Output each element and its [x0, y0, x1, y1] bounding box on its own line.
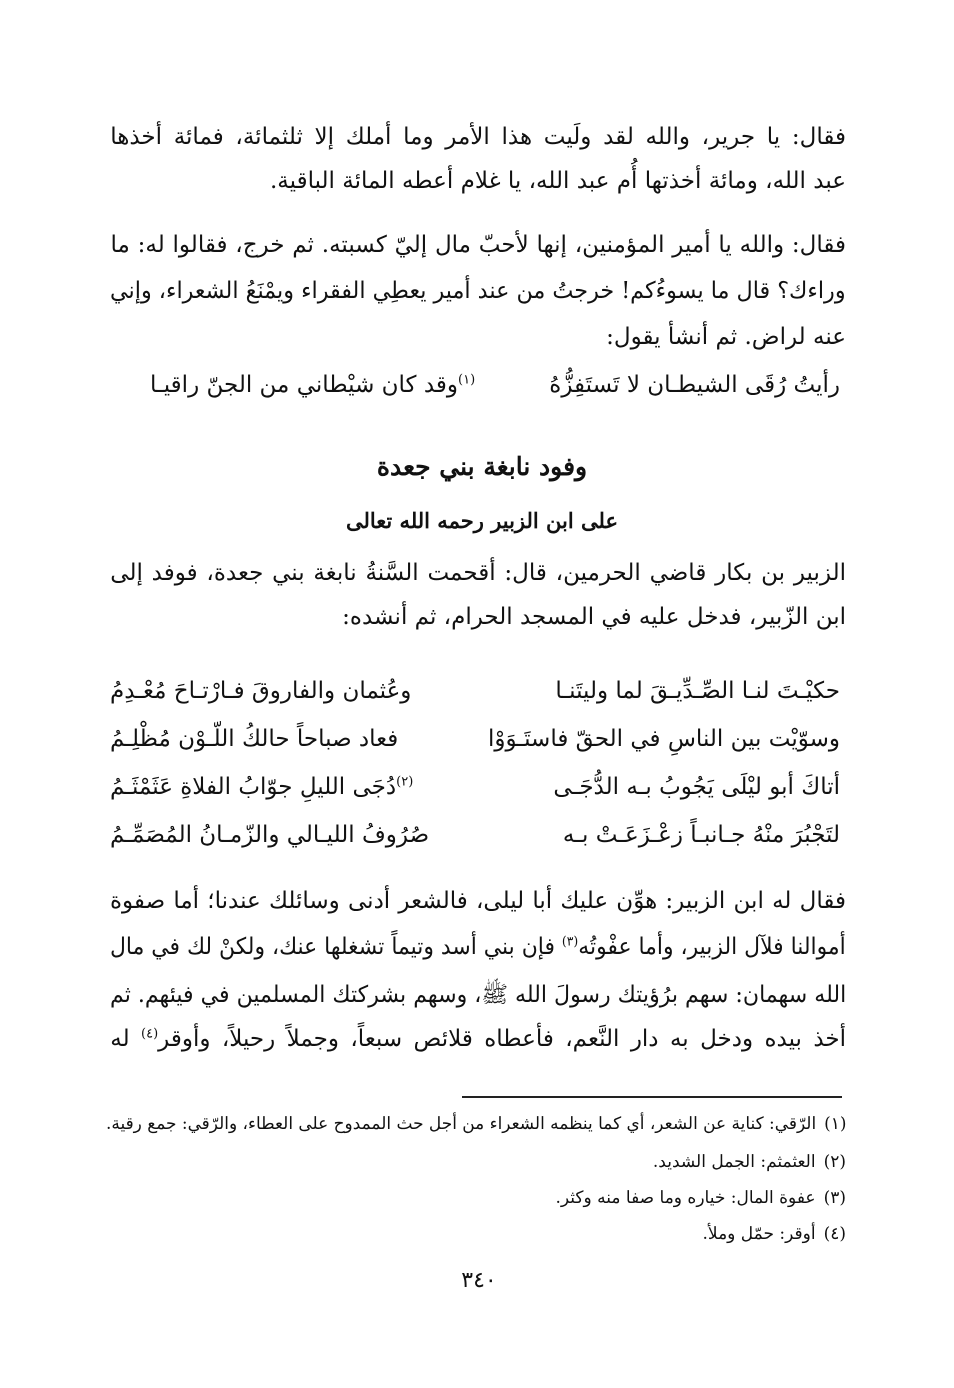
- footnote: [556, 1188, 846, 1208]
- poem-line: [100, 774, 840, 810]
- text-line: ابن الزّبير، فدخل عليه في المسجد الحرام، ثم أنشده:: [342, 604, 846, 630]
- paragraph-1: [110, 124, 846, 204]
- footnote-separator: [462, 1096, 842, 1098]
- footnote-marker: (٤): [141, 1026, 159, 1042]
- text-line: فقال له ابن الزبير: هوِّن عليك أبا ليلى، فالشعر أدنى وسائلك عندنا؛ أما صفوة: [110, 888, 846, 914]
- verse-first-hemistich: حكيْـتَ لنـا الصِّـدِّيـقَ لما وليتَنـا: [555, 678, 840, 704]
- footnote-marker: (١): [458, 372, 476, 388]
- page-number: ٣٤٠: [461, 1268, 497, 1293]
- text-line: عنه لراض. ثم أنشأ يقول:: [606, 324, 846, 350]
- footnote: [106, 1114, 846, 1134]
- verse-first-hemistich: لتَجْبُرَ منْهُ جـانبـاً زعْـزَعَـتْ بـه: [562, 822, 840, 848]
- footnote-number: (٢): [823, 1152, 846, 1172]
- verse-second-hemistich: $^{(٢)}$دُجَى الليلِ جوّابُ الفلاةِ عَثَمْثَـمُ: [110, 774, 414, 800]
- text-line: فقال: يا جرير، والله لقد ولَيت هذا الأمر وما أملك إلا ثلثمائة، فمائة أخذها: [110, 124, 846, 150]
- footnote-text: الرّقي: كناية عن الشعر، أي كما ينظمه الشعراء من أجل حث الممدوح على العطاء، والرّقي: جمع رقية.: [105, 1114, 816, 1134]
- section-heading: وفود نابغة بني جعدة: [376, 452, 588, 481]
- footnote-marker: (٣): [562, 934, 579, 950]
- verse-first-hemistich: أتاكَ أبو ليْلَى يَجُوبُ بـه الدُّجَـى: [553, 774, 840, 800]
- text-line: أموالنا فلآل الزبير، وأما عفْوتُه$^{(٣)}$ فإن بني أسد وتيماً تشغلها عنك، ولكنْ لك في مال: [110, 934, 846, 960]
- footnote-marker: (٢): [396, 774, 414, 790]
- text-line: وراءك؟ قال ما يسوءُكم! خرجتُ من عند أمير يعطِي الفقراء ويمْنَعُ الشعراء، وإني: [110, 278, 846, 304]
- text-line: عبد الله، ومائة أخذتها أُم عبد الله، يا غلام أعطه المائة الباقية.: [270, 168, 846, 194]
- footnote-number: (٣): [823, 1188, 846, 1208]
- verse-second-hemistich: صُرُوفُ الليـالي والزّمـانُ المُصَمِّـمُ: [110, 822, 430, 848]
- footnote: [703, 1224, 846, 1244]
- text-line: الزبير بن بكار قاضي الحرمين، قال: أقحمت السَّنةُ نابغة بني جعدة، فوفد إلى: [110, 560, 846, 586]
- text-line: فقال: والله يا أمير المؤمنين، إنها لأحبّ مال إليّ كسبته. ثم خرج، فقالوا له: ما: [110, 232, 846, 258]
- footnote: [653, 1152, 846, 1172]
- paragraph-2: [110, 232, 846, 360]
- poem-line: [100, 822, 840, 858]
- footnote-number: (١): [823, 1114, 846, 1134]
- section-subheading: على ابن الزبير رحمه الله تعالى: [345, 508, 619, 533]
- text-line: الله سهمان: سهم برُؤيتك رسولَ الله ﷺ، وسهم بشركتك المسلمين في فيئهم. ثم: [109, 982, 846, 1008]
- verse-second-hemistich: $^{(١)}$وقد كان شيْطاني من الجنّ راقيـا: [150, 372, 476, 398]
- verse-second-hemistich: وعُثمان والفاروقَ فـارْتـاحَ مُعْـدِمُ: [110, 678, 412, 704]
- footnote-number: (٤): [823, 1224, 846, 1244]
- text-line: أخذ بيده ودخل به دار النَّعم، فأعطاه قلائص سبعاً، وجملاً رحيلاً، وأوقر$^{(٤)}$ له: [110, 1026, 846, 1052]
- verse-second-hemistich: فعاد صباحاً حالكُ اللّـوْن مُظْلِـمُ: [110, 726, 399, 752]
- paragraph-3: [110, 560, 846, 640]
- paragraph-4: [110, 888, 846, 1068]
- poem-line: [100, 726, 840, 762]
- footnote-text: أوقر: حمّل وملأ.: [702, 1224, 816, 1244]
- poem-line: [100, 678, 840, 714]
- footnote-text: عفوة المال: خياره وما صفا منه وكثر.: [555, 1188, 816, 1208]
- verse-first-hemistich: رأيتُ رُقَى الشيطـان لا تَستَفِزُّهُ: [549, 372, 840, 398]
- footnote-text: العثمثم: الجمل الشديد.: [652, 1152, 816, 1172]
- verse-first-hemistich: وسوّيْت بين الناسِ في الحقّ فاستَـوَوْا: [488, 726, 840, 752]
- verse-line: [140, 372, 840, 408]
